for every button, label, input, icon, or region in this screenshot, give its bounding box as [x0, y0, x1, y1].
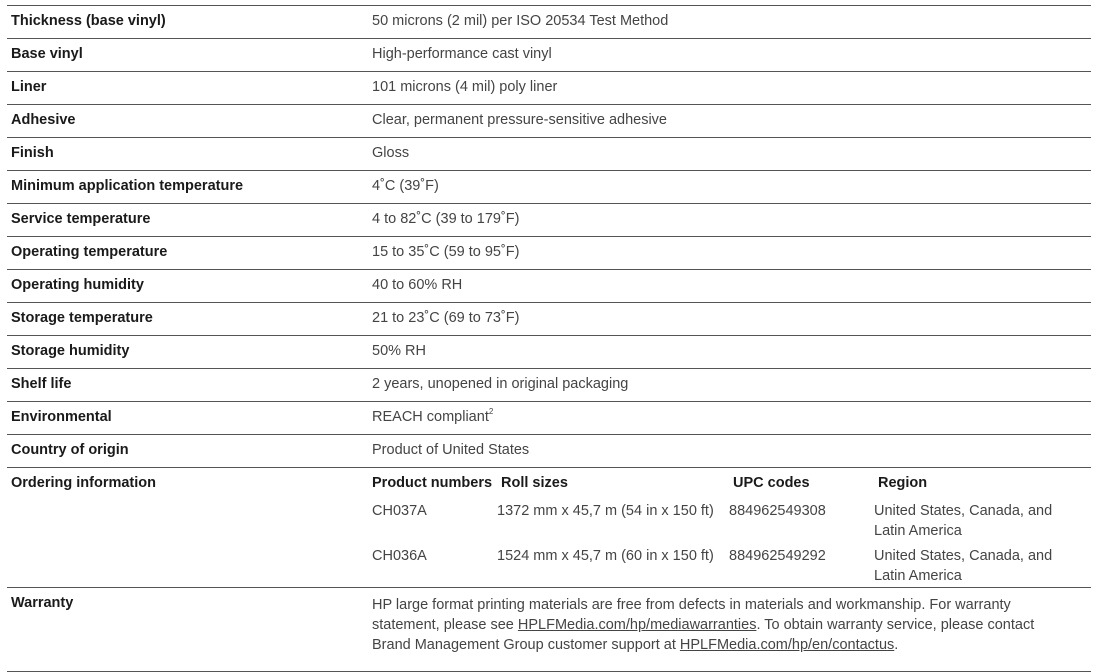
spec-row-country-of-origin [7, 435, 1091, 468]
product-number-cell: CH036A [372, 548, 427, 564]
upc-code-cell: 884962549308 [729, 503, 826, 519]
spec-label: Shelf life [11, 376, 72, 392]
contact-us-link[interactable]: HPLFMedia.com/hp/en/contactus [679, 637, 895, 653]
warranty-text-span: statement, please see [372, 617, 518, 633]
table-row [372, 501, 1091, 546]
spec-label: Liner [11, 79, 47, 95]
warranty-text-span: Brand Management Group customer support at [372, 637, 680, 653]
ordering-header-row [372, 475, 1091, 501]
spec-row-storage-humidity [7, 336, 1091, 369]
region-cell [874, 546, 1074, 591]
region-line: Latin America [874, 523, 962, 539]
spec-label: Base vinyl [11, 46, 83, 62]
spec-row-ordering-information [7, 468, 1091, 588]
spec-label: Operating temperature [11, 244, 168, 260]
spec-row-finish [7, 138, 1091, 171]
spec-label: Storage temperature [11, 310, 153, 326]
spec-value: High-performance cast vinyl [372, 46, 552, 62]
spec-row-liner [7, 72, 1091, 105]
spec-value: Product of United States [372, 442, 530, 458]
spec-label: Adhesive [11, 112, 76, 128]
spec-value: Clear, permanent pressure-sensitive adhesive [372, 112, 667, 128]
roll-size-cell: 1524 mm x 45,7 m (60 in x 150 ft) [497, 548, 714, 564]
media-warranties-link[interactable]: HPLFMedia.com/hp/mediawarranties [517, 617, 757, 633]
spec-value: 40 to 60% RH [372, 277, 463, 293]
upc-code-cell: 884962549292 [729, 548, 826, 564]
spec-row-thickness [7, 6, 1091, 39]
warranty-line [372, 615, 1091, 635]
column-header-upc-codes: UPC codes [733, 475, 810, 491]
roll-size-cell: 1372 mm x 45,7 m (54 in x 150 ft) [497, 503, 714, 519]
column-header-roll-sizes: Roll sizes [501, 475, 568, 491]
spec-label: Operating humidity [11, 277, 144, 293]
spec-label: Finish [11, 145, 54, 161]
spec-label: Storage humidity [11, 343, 130, 359]
spec-label: Environmental [11, 409, 112, 425]
spec-row-storage-temp [7, 303, 1091, 336]
warranty-line [372, 635, 1091, 655]
spec-value: 50 microns (2 mil) per ISO 20534 Test Method [372, 13, 669, 29]
spec-value-text: REACH compliant [372, 409, 489, 425]
spec-value: Gloss [372, 145, 410, 161]
spec-value: 2 years, unopened in original packaging [372, 376, 629, 392]
footnote-marker: 2 [488, 407, 494, 416]
spec-label: Ordering information [11, 475, 156, 491]
region-line: United States, Canada, and [874, 503, 1053, 519]
column-header-product-numbers: Product numbers [372, 475, 493, 491]
spec-row-min-application-temp [7, 171, 1091, 204]
warranty-text-span: . [894, 637, 899, 653]
warranty-text-span: . To obtain warranty service, please contact [756, 617, 1035, 633]
spec-label: Minimum application temperature [11, 178, 244, 194]
region-line: United States, Canada, and [874, 548, 1053, 564]
product-number-cell: CH037A [372, 503, 427, 519]
warranty-text [368, 588, 1091, 671]
spec-row-base-vinyl [7, 39, 1091, 72]
spec-label: Country of origin [11, 442, 129, 458]
specifications-table [7, 5, 1091, 672]
spec-value: 50% RH [372, 343, 426, 359]
spec-label: Service temperature [11, 211, 151, 227]
region-cell [874, 501, 1074, 546]
spec-row-shelf-life [7, 369, 1091, 402]
warranty-line: HP large format printing materials are free from defects in materials and workmanship. For warranty [372, 597, 1011, 613]
spec-value: 101 microns (4 mil) poly liner [372, 79, 558, 95]
spec-label: Warranty [11, 595, 74, 611]
ordering-table [368, 468, 1091, 587]
spec-value: 21 to 23˚C (69 to 73˚F) [372, 310, 520, 326]
spec-row-operating-humidity [7, 270, 1091, 303]
spec-row-adhesive [7, 105, 1091, 138]
spec-row-warranty [7, 588, 1091, 672]
spec-row-environmental [7, 402, 1091, 435]
spec-row-operating-temp [7, 237, 1091, 270]
region-line: Latin America [874, 568, 962, 584]
spec-value: 4 to 82˚C (39 to 179˚F) [372, 211, 520, 227]
spec-row-service-temp [7, 204, 1091, 237]
column-header-region: Region [878, 475, 928, 491]
table-row [372, 546, 1091, 591]
spec-value [368, 402, 1091, 434]
spec-value: 15 to 35˚C (59 to 95˚F) [372, 244, 520, 260]
spec-value: 4˚C (39˚F) [372, 178, 439, 194]
spec-label: Thickness (base vinyl) [11, 13, 166, 29]
